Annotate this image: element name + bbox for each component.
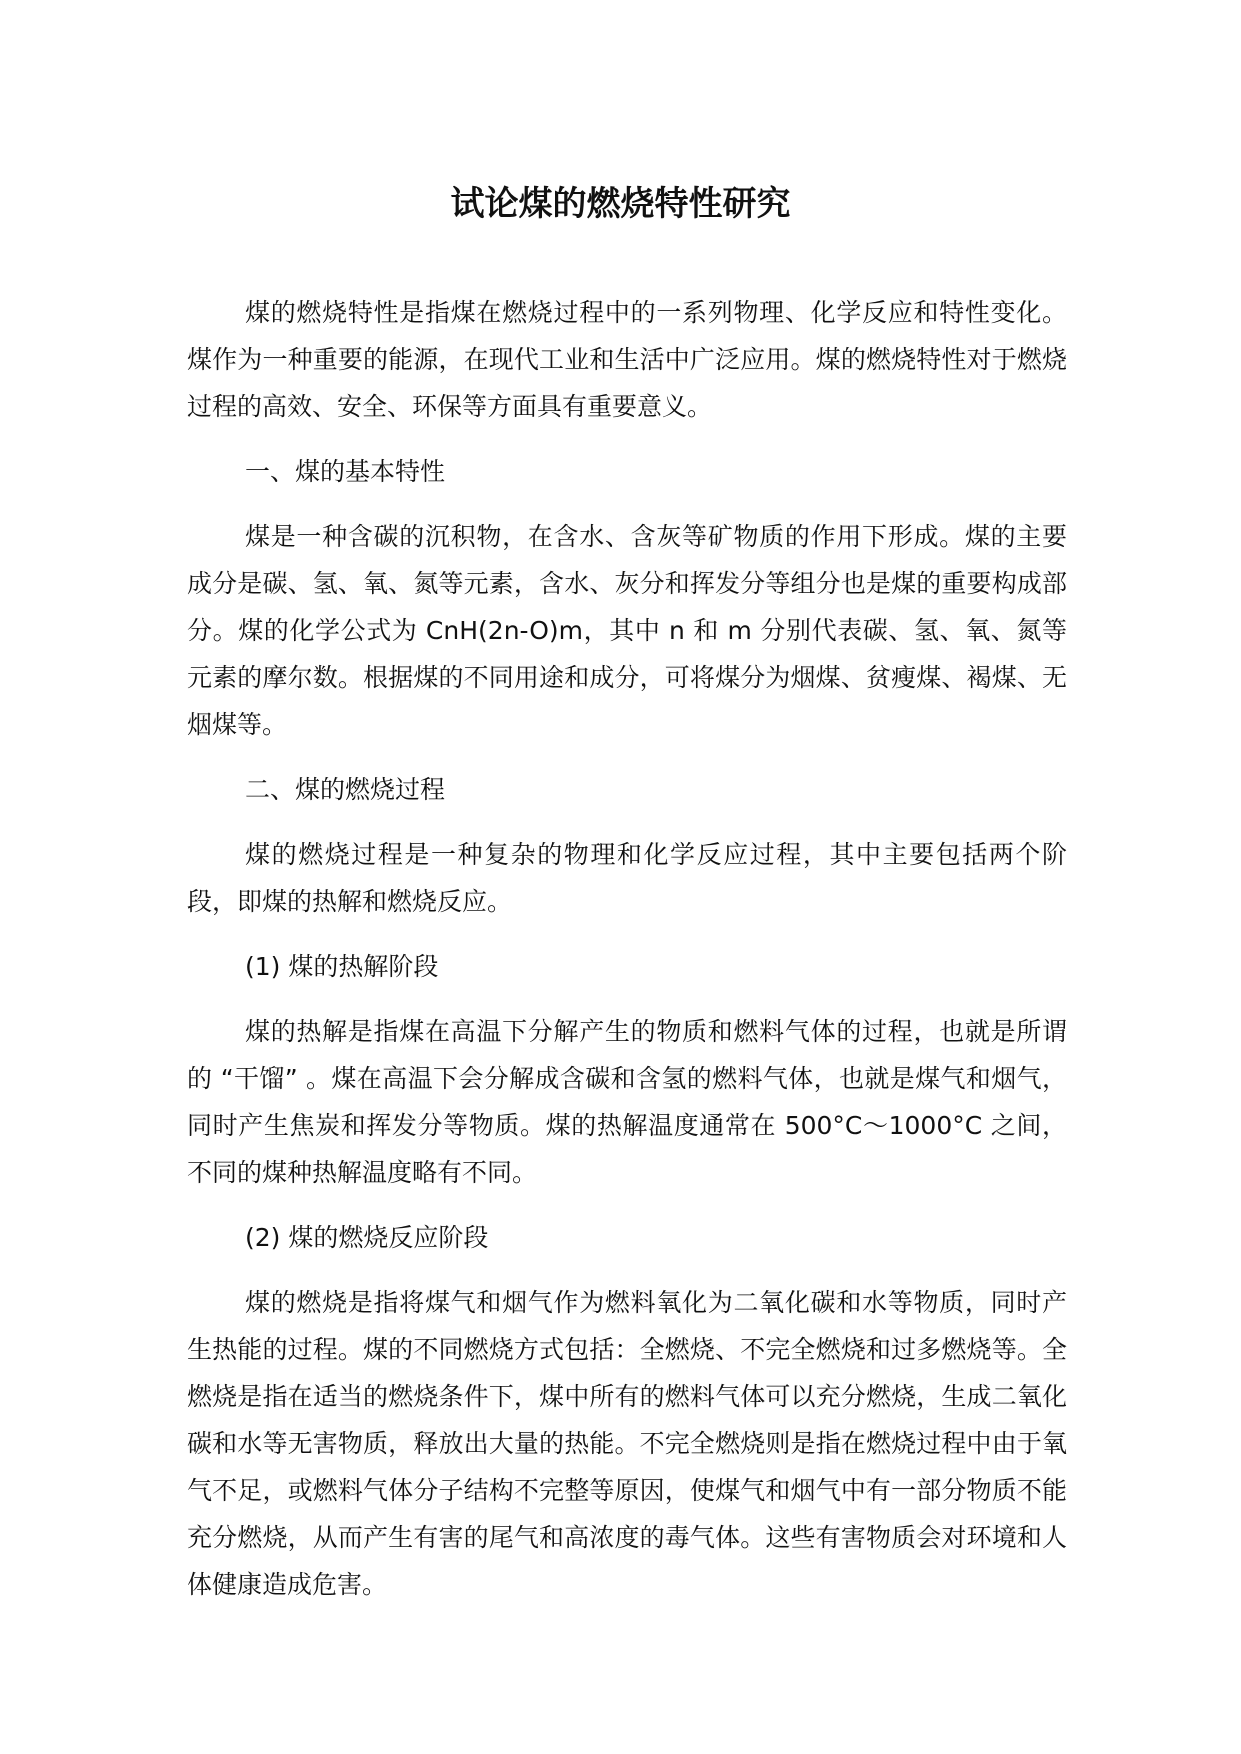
- combustion-process-paragraph: 煤的燃烧过程是一种复杂的物理和化学反应过程，其中主要包括两个阶段，即煤的热解和燃烧反应。: [187, 840, 1067, 916]
- document-body: [187, 289, 1067, 1626]
- pyrolysis-paragraph: 煤的热解是指煤在高温下分解产生的物质和燃料气体的过程，也就是所谓的 “干馏” 。煤在高温下会分解成含碳和含氢的燃料气体，也就是煤气和烟气，同时产生焦炭和挥发分等物质。煤的热解温度通常在 500°C～1000°C 之间，不同的煤种热解温度略有不同。: [187, 1017, 1067, 1187]
- section-heading-combustion-process: 二、煤的燃烧过程: [245, 775, 446, 804]
- subsection-heading-pyrolysis: (1) 煤的热解阶段: [245, 952, 439, 981]
- subsection-heading-combustion-reaction: (2) 煤的燃烧反应阶段: [245, 1223, 489, 1252]
- combustion-reaction-paragraph: 煤的燃烧是指将煤气和烟气作为燃料氧化为二氧化碳和水等物质，同时产生热能的过程。煤的不同燃烧方式包括：全燃烧、不完全燃烧和过多燃烧等。全燃烧是指在适当的燃烧条件下，煤中所有的燃料气体可以充分燃烧，生成二氧化碳和水等无害物质，释放出大量的热能。不完全燃烧则是指在燃烧过程中由于氧气不足，或燃料气体分子结构不完整等原因，使煤气和烟气中有一部分物质不能充分燃烧，从而产生有害的尾气和高浓度的毒气体。这些有害物质会对环境和人体健康造成危害。: [187, 1288, 1067, 1599]
- section-heading-basic-properties: 一、煤的基本特性: [245, 457, 446, 486]
- intro-paragraph: 煤的燃烧特性是指煤在燃烧过程中的一系列物理、化学反应和特性变化。煤作为一种重要的能源，在现代工业和生活中广泛应用。煤的燃烧特性对于燃烧过程的高效、安全、环保等方面具有重要意义。: [187, 298, 1067, 421]
- basic-properties-paragraph: 煤是一种含碳的沉积物，在含水、含灰等矿物质的作用下形成。煤的主要成分是碳、氢、氧、氮等元素，含水、灰分和挥发分等组分也是煤的重要构成部分。煤的化学公式为 CnH(2n-O)m，其中 n 和 m 分别代表碳、氢、氧、氮等元素的摩尔数。根据煤的不同用途和成分，可将煤分为烟煤、贫瘦煤、褐煤、无烟煤等。: [187, 522, 1067, 739]
- document-title: 试论煤的燃烧特性研究: [450, 184, 791, 224]
